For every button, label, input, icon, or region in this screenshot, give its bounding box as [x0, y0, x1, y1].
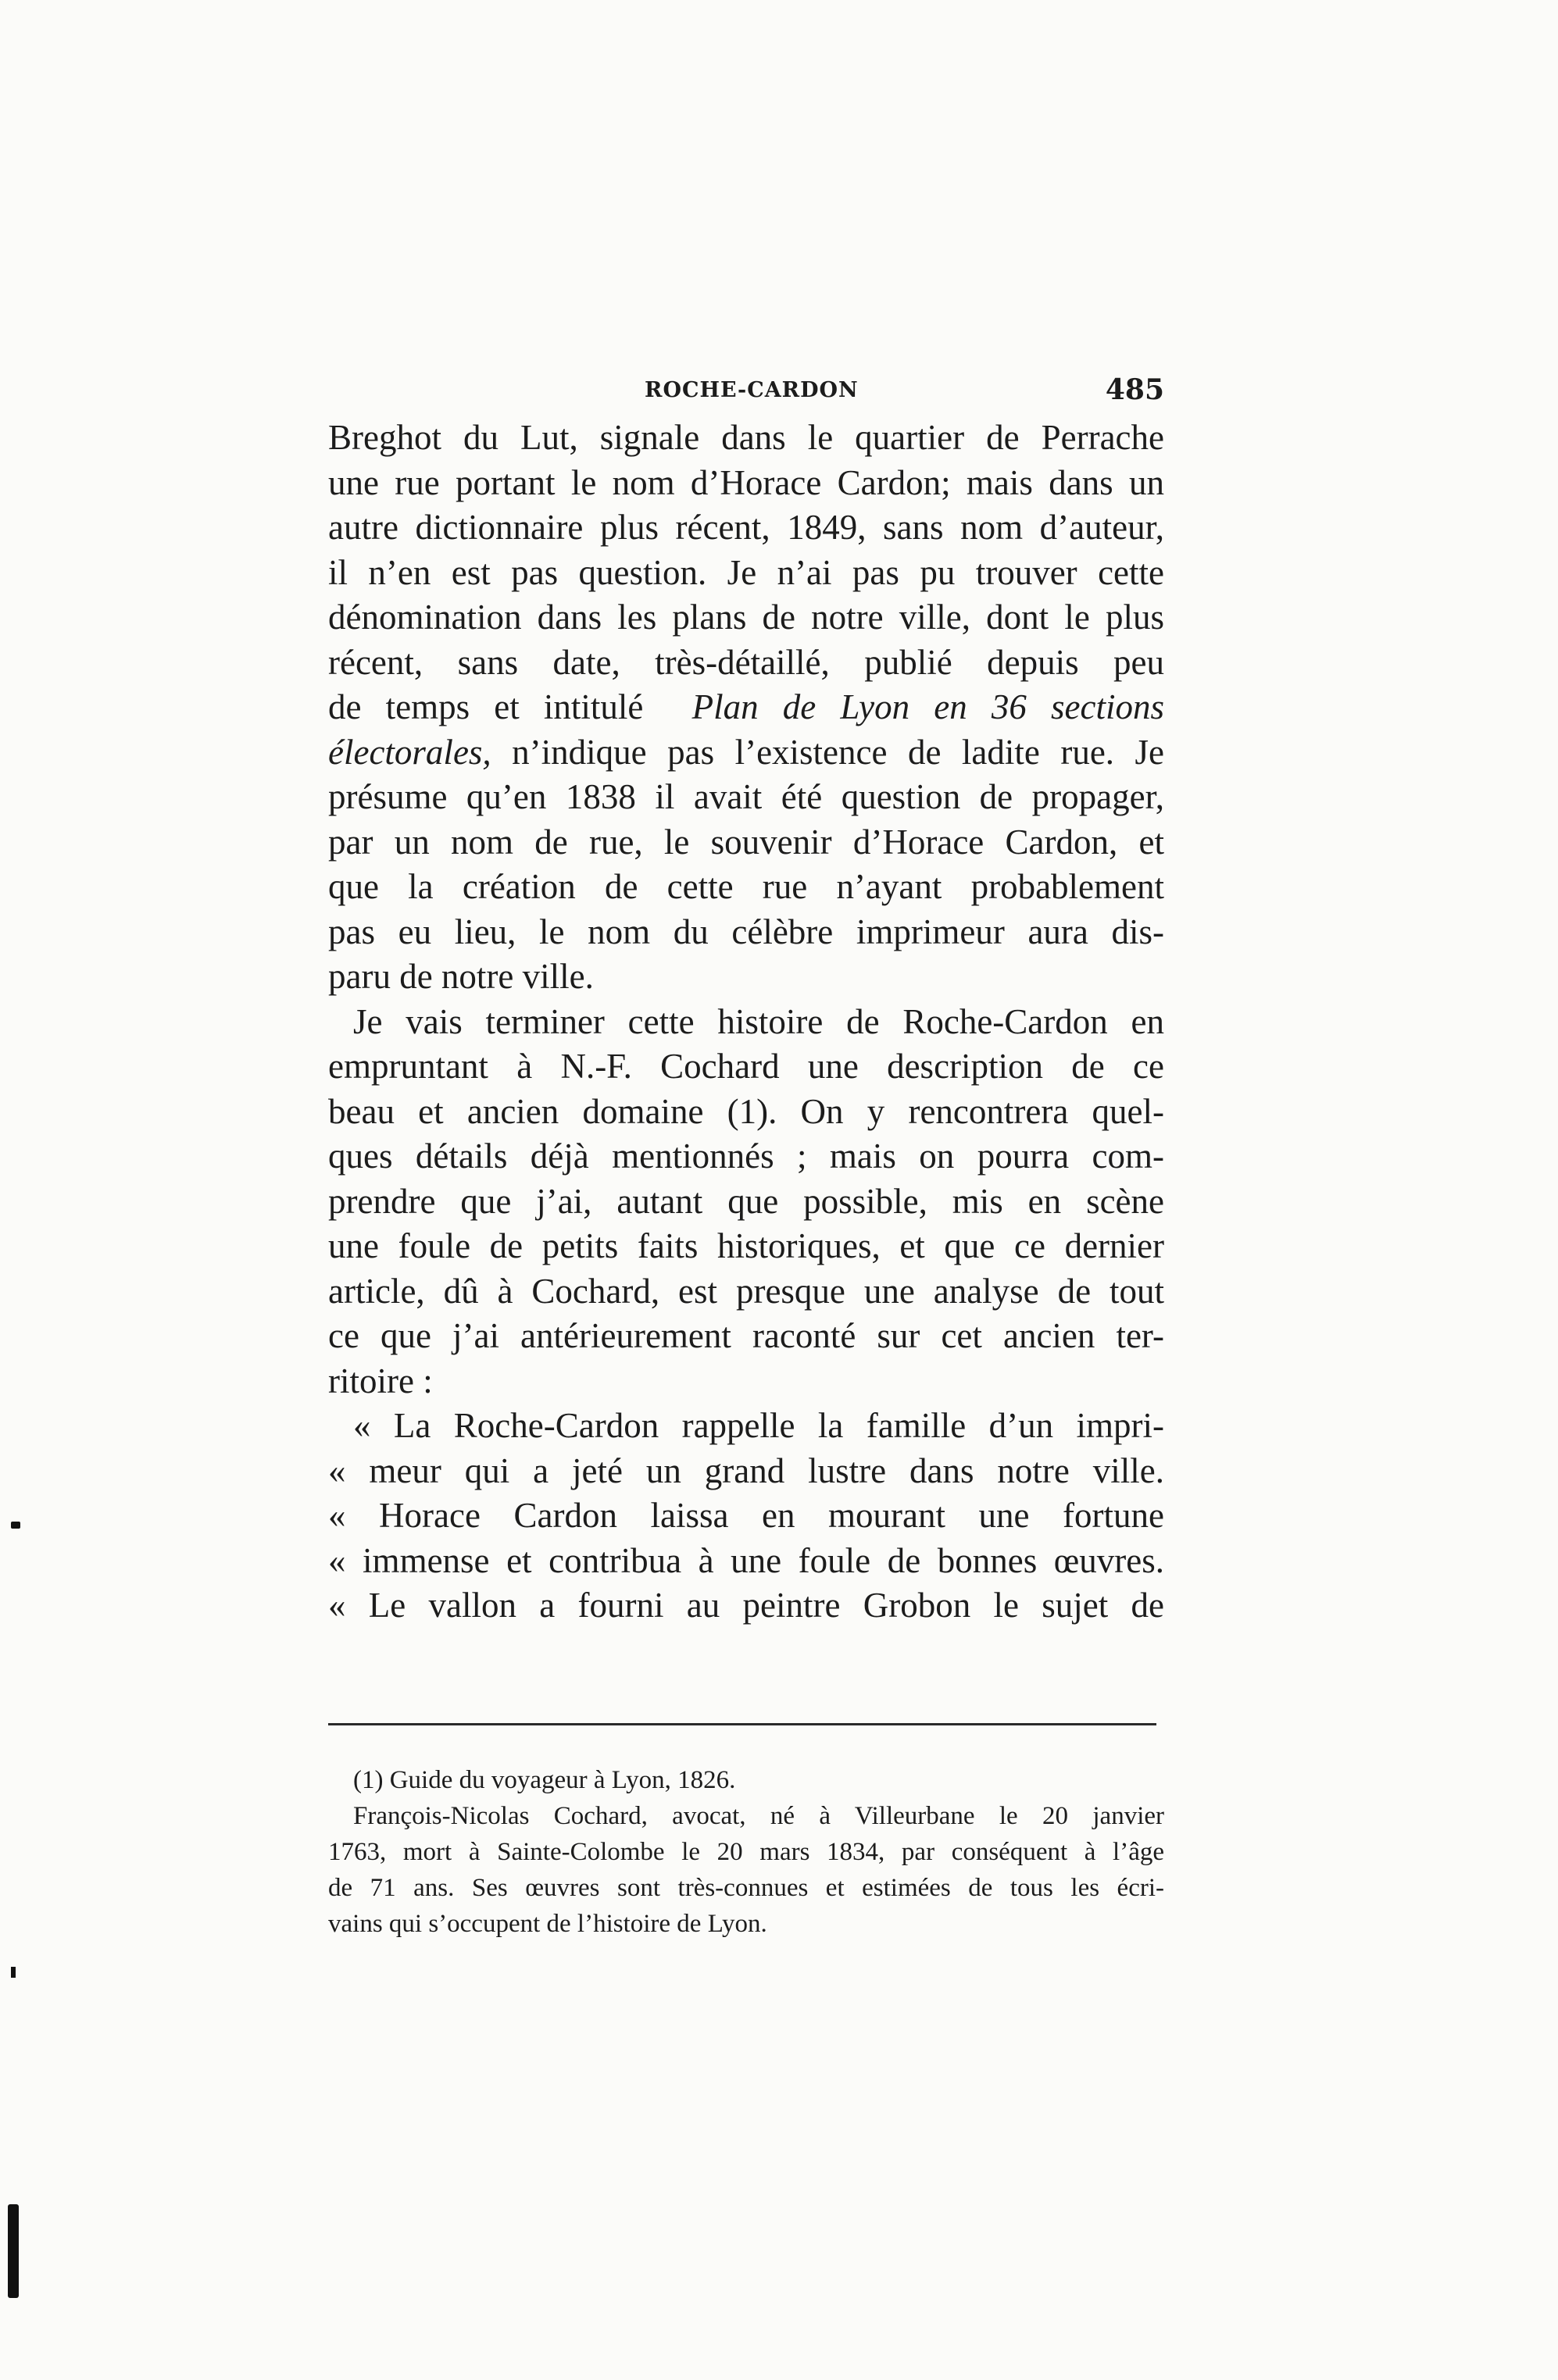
text-segment: n’indique pas l’existence de ladite rue. Je	[512, 732, 1165, 772]
footnotes	[328, 1762, 1164, 1942]
text-line	[328, 685, 1164, 730]
plan-title-italic: Plan de Lyon en 36 sections	[691, 687, 1164, 726]
text-line: par un nom de rue, le souvenir d’Horace Cardon, et	[328, 822, 1164, 862]
plan-title-italic-continued: électorales,	[328, 732, 491, 772]
text-line: dénomination dans les plans de notre ville, dont le plus	[328, 598, 1164, 637]
text-line: empruntant à N.-F. Cochard une description de ce	[328, 1047, 1164, 1086]
text-segment: de temps et intitulé	[328, 687, 644, 726]
text-line: il n’en est pas question. Je n’ai pas pu trouver cette	[328, 552, 1164, 592]
text-line: ce que j’ai antérieurement raconté sur cet ancien ter-	[328, 1316, 1164, 1355]
text-line: prendre que j’ai, autant que possible, mis en scène	[328, 1181, 1164, 1221]
text-line: récent, sans date, très-détaillé, publié depuis peu	[328, 642, 1164, 682]
quote-line: « La Roche-Cardon rappelle la famille d’un impri-	[353, 1406, 1164, 1445]
text-line: ritoire :	[328, 1361, 433, 1401]
footnote-rule	[328, 1723, 1156, 1725]
running-head-title: ROCHE-CARDON	[645, 378, 859, 402]
text-line: autre dictionnaire plus récent, 1849, sans nom d’auteur,	[328, 508, 1164, 547]
scan-mark	[11, 1522, 20, 1529]
footnote-line: de 71 ans. Ses œuvres sont très-connues et estimées de tous les écri-	[328, 1874, 1164, 1902]
text-line: Breghot du Lut, signale dans le quartier de Perrache	[328, 418, 1164, 457]
text-line: paru de notre ville.	[328, 957, 594, 996]
text-line: beau et ancien domaine (1). On y rencontrera quel-	[328, 1091, 1164, 1131]
quote-line: « Horace Cardon laissa en mourant une fortune	[328, 1496, 1164, 1535]
text-line: pas eu lieu, le nom du célèbre imprimeur aura dis-	[328, 912, 1164, 951]
page-number: 485	[1105, 373, 1164, 406]
text-line: une foule de petits faits historiques, et que ce dernier	[328, 1226, 1164, 1265]
footnote-line: vains qui s’occupent de l’histoire de Lyon.	[328, 1910, 767, 1938]
scan-mark	[11, 1967, 16, 1978]
text-line: article, dû à Cochard, est presque une analyse de tout	[328, 1271, 1164, 1311]
scan-mark	[8, 2204, 19, 2298]
quote-line: « Le vallon a fourni au peintre Grobon le sujet de	[328, 1586, 1164, 1625]
text-line: que la création de cette rue n’ayant probablement	[328, 867, 1164, 906]
text-line: ques détails déjà mentionnés ; mais on pourra com-	[328, 1136, 1164, 1176]
text-line: une rue portant le nom d’Horace Cardon; mais dans un	[328, 462, 1164, 502]
running-head	[328, 373, 1164, 412]
quote-line: « immense et contribua à une foule de bonnes œuvres.	[328, 1540, 1164, 1580]
body-text	[328, 416, 1164, 1629]
quote-line: « meur qui a jeté un grand lustre dans notre ville.	[328, 1450, 1164, 1490]
footnote-line: 1763, mort à Sainte-Colombe le 20 mars 1834, par conséquent à l’âge	[328, 1838, 1164, 1866]
text-line: Je vais terminer cette histoire de Roche-Cardon en	[353, 1001, 1164, 1041]
text-line: présume qu’en 1838 il avait été question de propager,	[328, 777, 1164, 816]
footnote-line: François-Nicolas Cochard, avocat, né à Villeurbane le 20 janvier	[353, 1802, 1164, 1830]
footnote-line: (1) Guide du voyageur à Lyon, 1826.	[353, 1766, 736, 1794]
text-line	[328, 730, 1164, 776]
